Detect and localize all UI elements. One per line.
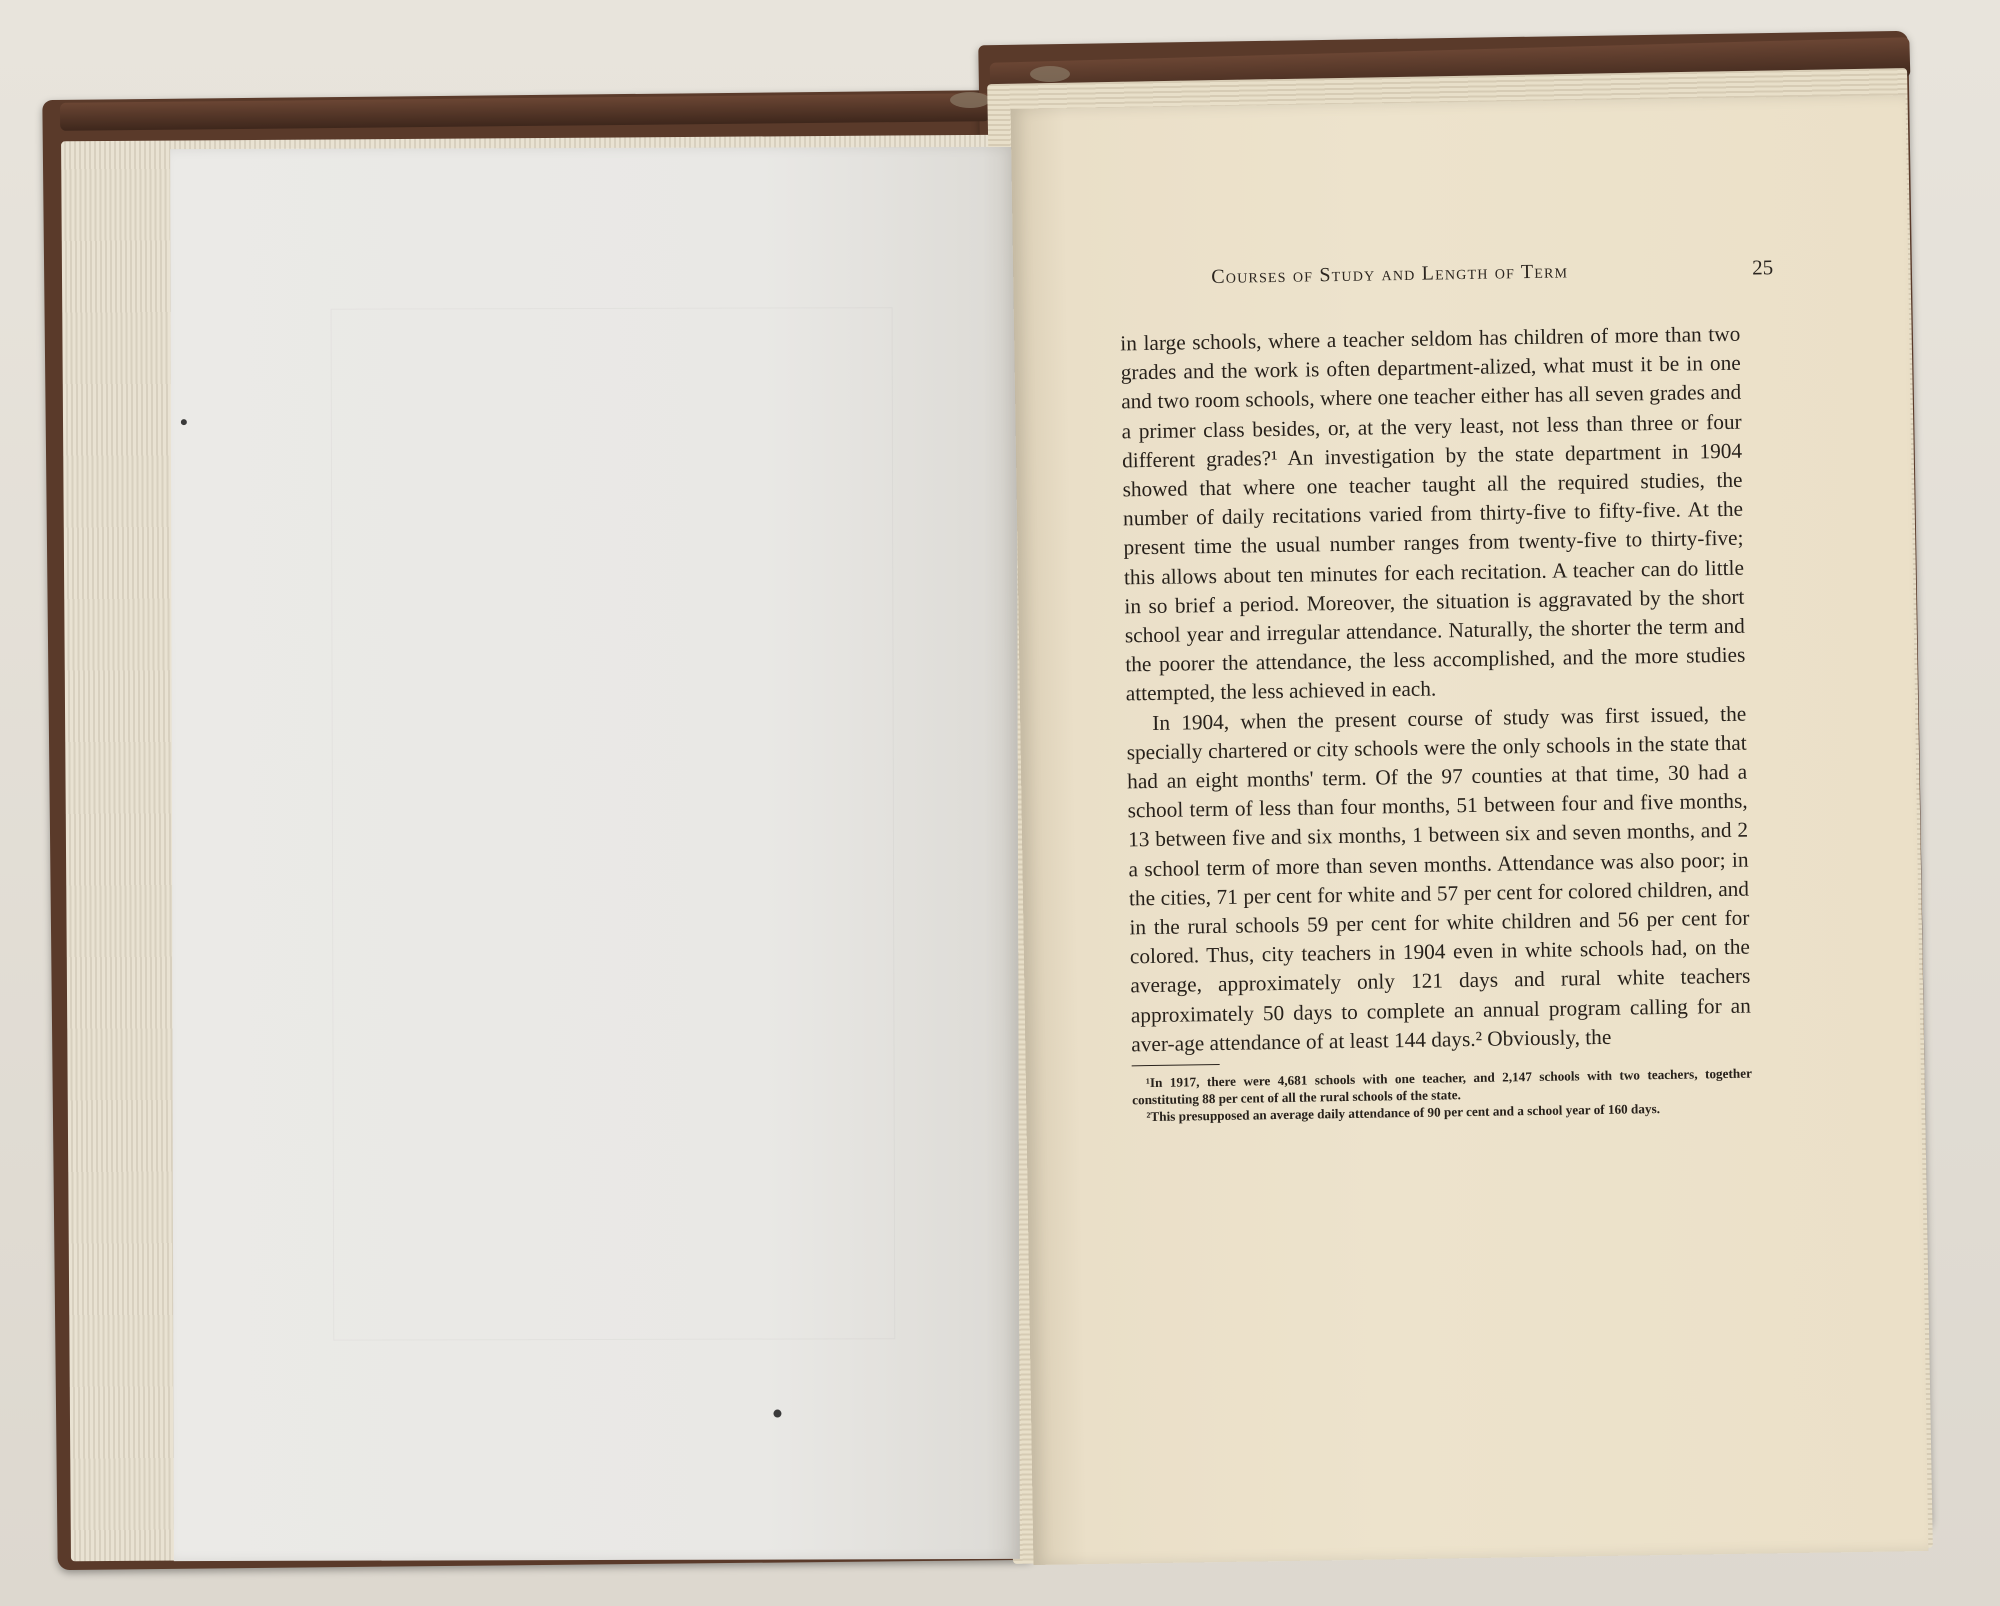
running-head-title: Courses of Study and Length of Term [1211, 260, 1569, 288]
body-text [1120, 320, 1752, 1126]
specks [181, 419, 187, 425]
spine-fray [950, 92, 990, 108]
running-head [1211, 255, 1773, 289]
footnotes [1132, 1065, 1753, 1126]
paragraph-2: In 1904, when the present course of study was first issued, the specially chartered or city schools were the only schools in the state that had an eight months' term. Of the 97 counties at that time, 30 had a school term of less than four months, 51 between four and five months, 13 between five and six months, 1 between six and seven months, and 2 a school term of more than seven months. Attendance was also poor; in the cities, 71 per cent for white and 57 per cent for colored children, and in the rural schools 59 per cent for white children and 56 per cent for colored. Thus, city teachers in 1904 even in white schools had, on the average, approximately only 121 days and rural white teachers approximately 50 days to complete an annual program calling for an aver-age attendance of at least 144 days.² Obviously, the [1126, 701, 1751, 1057]
spine-fray [1030, 66, 1070, 82]
right-page [1011, 95, 1929, 1565]
page-number: 25 [1752, 255, 1774, 280]
specks [773, 1410, 781, 1418]
show-through-frame [331, 307, 896, 1340]
left-page-blank [170, 147, 1020, 1561]
footnote-2: ²This presupposed an average daily attendance of 90 per cent and a school year of 160 days. [1146, 1101, 1661, 1125]
paragraph-1: in large schools, where a teacher seldom has children of more than two grades and the work is often department-alized, what must it be in one and two room schools, where one teacher either has all seven grades and a primer class besides, or, at the very least, not less than three or four different grades?¹ An investigation by the state department in 1904 showed that where one teacher taught all the required studies, the number of daily recitations varied from thirty-five to fifty-five. At the present time the usual number ranges from twenty-five to thirty-five; this allows about ten minutes for each recitation. A teacher can do little in so brief a period. Moreover, the situation is aggravated by the short school year and irregular attendance. Naturally, the shorter the term and the poorer the attendance, the less accomplished, and the more studies attempted, the less achieved in each. [1120, 321, 1746, 706]
footnote-rule [1132, 1064, 1220, 1066]
footnote-1: ¹In 1917, there were 4,681 schools with one teacher, and 2,147 schools with two teachers, together constituting 88 per cent of all the rural schools of the state. [1132, 1065, 1752, 1108]
